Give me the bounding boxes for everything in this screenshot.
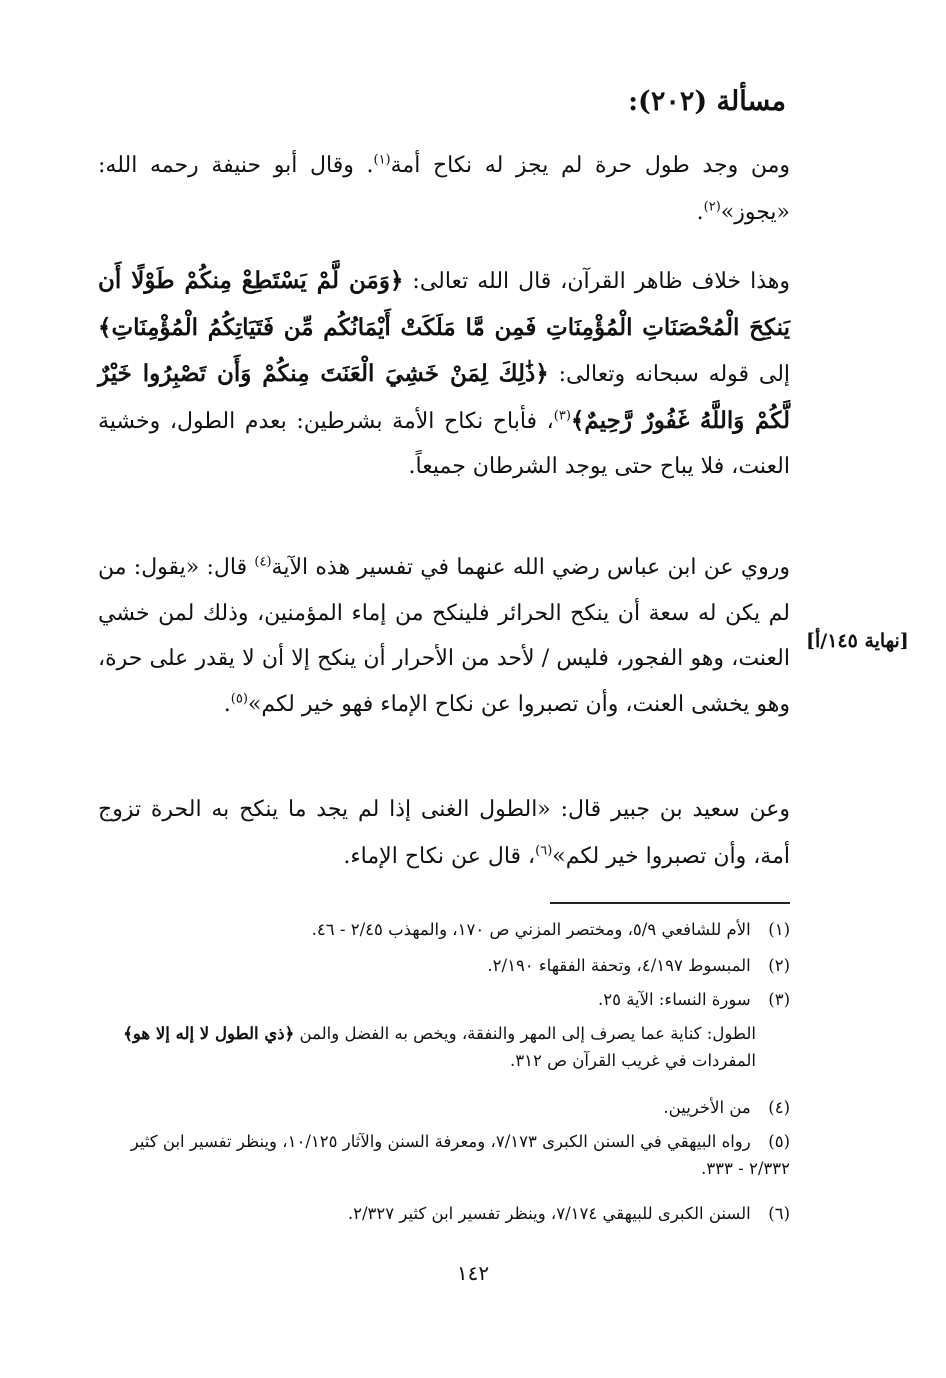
- quran-verse-2: ﴿ذَٰلِكَ لِمَنْ خَشِيَ الْعَنَتَ مِنكُمْ وَأَن تَصْبِرُوا خَيْرٌ لَّكُمْ وَاللَّهُ غَفُورٌ رَّحِيمٌ﴾: [98, 360, 790, 434]
- p1-text: ومن وجد طول حرة لم يجز له نكاح أمة: [390, 153, 790, 178]
- footnote-ref-1[interactable]: (١): [373, 152, 391, 168]
- manuscript-margin-note: [نهاية ١٤٥/أ]: [806, 630, 909, 652]
- footnote-3-note: [106, 1020, 756, 1074]
- footnote-text: الطول: كناية عما يصرف إلى المهر والنفقة، ويخص به الفضل والمن: [299, 1024, 756, 1043]
- footnote-ref-5[interactable]: (٥): [230, 691, 248, 707]
- p2-intro: وهذا خلاف ظاهر القرآن، قال الله تعالى:: [412, 269, 790, 294]
- footnote-ref-2[interactable]: (٢): [703, 199, 721, 215]
- paragraph-3: [98, 545, 790, 727]
- quran-verse-footnote: ﴿ذي الطول لا إله إلا هو﴾: [123, 1024, 295, 1043]
- footnote-6: [98, 1200, 790, 1227]
- p2-end: ، فأباح نكاح الأمة بشرطين: بعدم الطول، وخشية العنت، فلا يباح حتى يوجد الشرطان جميعاً.: [98, 408, 790, 479]
- footnote-text: من الأخريين.: [663, 1098, 751, 1117]
- footnote-ref-6[interactable]: (٦): [535, 843, 553, 859]
- footnote-text: سورة النساء: الآية ٢٥.: [597, 990, 751, 1009]
- footnote-number: (٣): [768, 990, 790, 1009]
- footnote-text: رواه البيهقي في السنن الكبرى ٧/١٧٣، ومعرفة السنن والآثار ١٠/١٢٥، وينظر تفسير ابن كثير ٢/٣٣٢ - ٣٣٣.: [130, 1132, 790, 1178]
- footnote-ref-4[interactable]: (٤): [254, 554, 272, 570]
- p3-text: وروي عن ابن عباس رضي الله عنهما في تفسير هذه الآية: [271, 555, 790, 580]
- footnote-number: (٦): [768, 1204, 790, 1223]
- footnote-4: [98, 1094, 790, 1121]
- footnote-ref-3[interactable]: (٣): [553, 408, 571, 424]
- p2-mid: إلى قوله سبحانه وتعالى:: [558, 362, 791, 387]
- footnote-5: [98, 1128, 790, 1182]
- footnote-text: المفردات في غريب القرآن ص ٣١٢.: [509, 1051, 756, 1070]
- p4-text: وعن سعيد بن جبير قال: «الطول الغنى إذا لم يجد ما ينكح به الحرة تزوج أمة، وأن تصبروا خير لكم»: [98, 797, 790, 869]
- quran-verse-1: ﴿وَمَن لَّمْ يَسْتَطِعْ مِنكُمْ طَوْلًا أَن يَنكِحَ الْمُحْصَنَاتِ الْمُؤْمِنَاتِ فَمِن مَّا مَلَكَتْ أَيْمَانُكُم مِّن فَتَيَاتِكُمُ الْمُؤْمِنَاتِ﴾: [98, 267, 790, 341]
- footnote-text: المبسوط ٤/١٩٧، وتحفة الفقهاء ٢/١٩٠.: [487, 956, 751, 975]
- p1-end: .: [696, 200, 704, 225]
- footnote-number: (٢): [768, 956, 790, 975]
- footnote-number: (٤): [768, 1098, 790, 1117]
- p4-end: ، قال عن نكاح الإماء.: [343, 844, 536, 869]
- paragraph-2: [98, 258, 790, 490]
- footnote-divider: [550, 902, 790, 904]
- page-number: ١٤٢: [456, 1261, 490, 1285]
- paragraph-4: [98, 786, 790, 880]
- footnote-text: الأم للشافعي ٥/٩، ومختصر المزني ص ١٧٠، والمهذب ٢/٤٥ - ٤٦.: [311, 920, 751, 939]
- footnote-text: السنن الكبرى للبيهقي ٧/١٧٤، وينظر تفسير ابن كثير ٢/٣٢٧.: [347, 1204, 751, 1223]
- paragraph-1: [98, 142, 790, 236]
- footnote-2: [98, 952, 790, 979]
- p3-text-2: قال: «يقول: من لم يكن له سعة أن ينكح الحرائر فلينكح من إماء المؤمنين، وذلك لمن خشي العنت، وهو الفجور، فليس / لأحد من الأحرار أن ينكح إلا أن لا يقدر على حرة، وهو يخشى العنت، وأن تصبروا عن نكاح الإماء فهو خير لكم»: [98, 555, 790, 717]
- footnote-number: (١): [768, 920, 790, 939]
- footnote-number: (٥): [768, 1132, 790, 1151]
- footnote-3: [98, 986, 790, 1013]
- p3-end: .: [223, 691, 231, 717]
- footnote-1: [98, 916, 790, 943]
- p1-text-2: . وقال أبو حنيفة رحمه الله: «يجوز»: [98, 153, 790, 225]
- issue-heading: مسألة (٢٠٢):: [628, 86, 786, 117]
